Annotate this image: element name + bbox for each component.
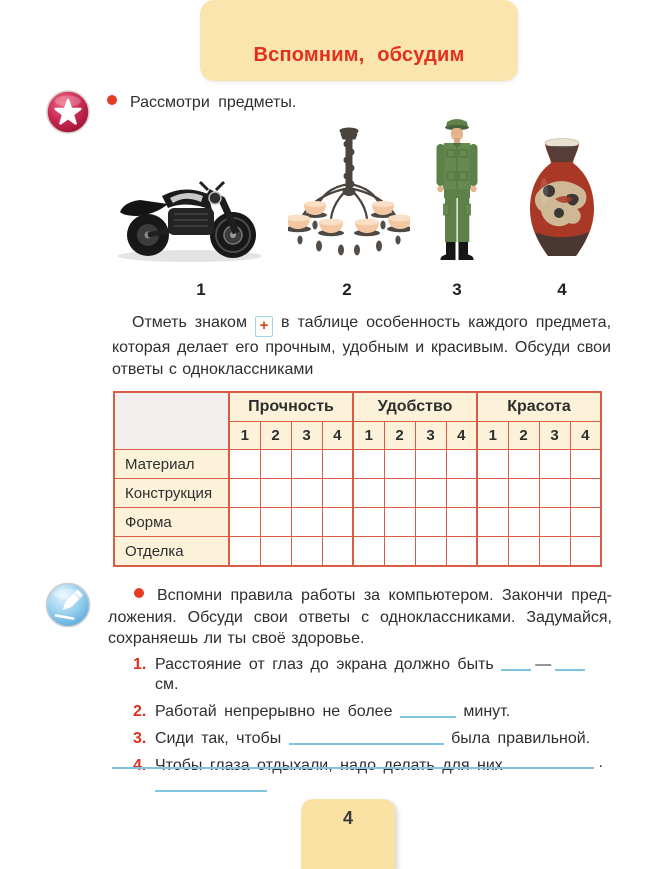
task1-instruction-row <box>107 94 296 112</box>
answer-cell[interactable] <box>322 508 353 537</box>
row-label-construction: Конструкция <box>114 479 229 508</box>
answer-cell[interactable] <box>570 537 601 567</box>
answer-cell[interactable] <box>446 479 477 508</box>
column-number: 3 <box>415 422 446 450</box>
bullet-icon <box>134 588 144 598</box>
answer-cell[interactable] <box>570 450 601 479</box>
table-corner-cell <box>114 392 229 450</box>
table-row <box>114 450 601 479</box>
answer-cell[interactable] <box>384 508 415 537</box>
page-number: 4 <box>342 808 353 828</box>
column-number: 2 <box>508 422 539 450</box>
answer-cell[interactable] <box>229 479 260 508</box>
answer-cell[interactable] <box>415 479 446 508</box>
answer-cell[interactable] <box>260 479 291 508</box>
answer-cell[interactable] <box>477 508 508 537</box>
answer-cell[interactable] <box>570 479 601 508</box>
answer-cell[interactable] <box>322 450 353 479</box>
row-label-material: Материал <box>114 450 229 479</box>
answer-cell[interactable] <box>291 508 322 537</box>
continuation-line <box>112 753 617 773</box>
answer-cell[interactable] <box>477 537 508 567</box>
column-number: 2 <box>260 422 291 450</box>
answer-cell[interactable] <box>415 508 446 537</box>
blank-field[interactable] <box>400 702 456 718</box>
column-number: 1 <box>477 422 508 450</box>
item-number: 3. <box>133 730 147 747</box>
blank-field[interactable] <box>501 655 531 671</box>
blank-field[interactable] <box>112 753 594 769</box>
answer-cell[interactable] <box>477 450 508 479</box>
answer-cell[interactable] <box>353 479 384 508</box>
answer-cell[interactable] <box>508 479 539 508</box>
blank-field[interactable] <box>555 655 585 671</box>
list-item: 3. Сиди так, чтобы была правильной. <box>133 730 591 747</box>
column-number: 3 <box>539 422 570 450</box>
column-number: 2 <box>384 422 415 450</box>
list-item: 1. Расстояние от глаз до экрана должно быть — см. <box>133 655 611 695</box>
answer-cell[interactable] <box>446 537 477 567</box>
figure-chandelier <box>288 126 410 272</box>
figure-number: 2 <box>342 280 352 299</box>
page-number-tab <box>301 799 395 869</box>
answer-cell[interactable] <box>477 479 508 508</box>
answer-cell[interactable] <box>322 479 353 508</box>
column-number: 3 <box>291 422 322 450</box>
item-number: 1. <box>133 656 147 673</box>
answer-cell[interactable] <box>539 479 570 508</box>
rules-list <box>133 655 611 803</box>
answer-cell[interactable] <box>291 450 322 479</box>
answer-cell[interactable] <box>415 537 446 567</box>
closing-period: . <box>598 754 603 771</box>
answer-cell[interactable] <box>260 450 291 479</box>
table-row <box>114 537 601 567</box>
column-number: 1 <box>229 422 260 450</box>
blank-field[interactable] <box>289 729 444 745</box>
answer-cell[interactable] <box>291 479 322 508</box>
task1-table-prompt: Отметь знаком + в таблице особенность каждого предмета, которая делает его прочным, удобным и красивым. Обсуди свои ответы с одноклассниками <box>112 314 612 378</box>
figure-motorcycle <box>110 156 272 264</box>
figure-vase <box>527 135 597 265</box>
column-number: 4 <box>322 422 353 450</box>
blank-field[interactable] <box>155 776 267 792</box>
column-number: 4 <box>446 422 477 450</box>
star-icon <box>46 90 90 134</box>
answer-cell[interactable] <box>384 537 415 567</box>
row-label-finish: Отделка <box>114 537 229 567</box>
figure-number: 4 <box>557 280 567 299</box>
figure-number: 1 <box>196 280 206 299</box>
answer-cell[interactable] <box>384 479 415 508</box>
item-number: 4. <box>133 757 147 774</box>
column-group-convenience: Удобство <box>353 392 477 422</box>
table-row <box>114 479 601 508</box>
answer-cell[interactable] <box>353 537 384 567</box>
answer-cell[interactable] <box>229 537 260 567</box>
list-item: 4. Чтобы глаза отдыхали, надо делать для них <box>133 756 611 796</box>
answer-cell[interactable] <box>291 537 322 567</box>
answer-cell[interactable] <box>260 508 291 537</box>
answer-cell[interactable] <box>539 450 570 479</box>
answer-cell[interactable] <box>446 508 477 537</box>
column-number: 1 <box>353 422 384 450</box>
answer-cell[interactable] <box>508 450 539 479</box>
pencil-icon <box>45 582 91 628</box>
column-group-durability: Прочность <box>229 392 353 422</box>
section-banner <box>200 0 518 81</box>
answer-table <box>113 391 602 567</box>
plus-sign-box: + <box>255 316 273 337</box>
answer-cell[interactable] <box>353 450 384 479</box>
answer-cell[interactable] <box>384 450 415 479</box>
figure-number: 3 <box>452 280 462 299</box>
answer-cell[interactable] <box>446 450 477 479</box>
answer-cell[interactable] <box>229 508 260 537</box>
answer-cell[interactable] <box>322 537 353 567</box>
range-dash: — <box>535 656 552 673</box>
bullet-icon <box>107 95 117 105</box>
answer-cell[interactable] <box>570 508 601 537</box>
answer-cell[interactable] <box>415 450 446 479</box>
answer-cell[interactable] <box>508 537 539 567</box>
figure-military-uniform <box>430 116 484 268</box>
answer-cell[interactable] <box>539 537 570 567</box>
answer-cell[interactable] <box>539 508 570 537</box>
answer-cell[interactable] <box>260 537 291 567</box>
row-label-form: Форма <box>114 508 229 537</box>
column-group-beauty: Красота <box>477 392 601 422</box>
answer-cell[interactable] <box>508 508 539 537</box>
item-number: 2. <box>133 703 147 720</box>
answer-cell[interactable] <box>353 508 384 537</box>
table-row <box>114 508 601 537</box>
answer-cell[interactable] <box>229 450 260 479</box>
list-item: 2. Работай непрерывно не более минут. <box>133 703 511 720</box>
task2-instruction: Вспомни правила работы за компьютером. Закончи предложения. Обсуди свои ответы с одноклассниками. Задумайся, сохраняешь ли ты своё здоровье. <box>108 587 612 647</box>
task1-instruction: Рассмотри предметы. <box>130 94 297 111</box>
section-title: Вспомним, обсудим <box>253 44 465 66</box>
column-number: 4 <box>570 422 601 450</box>
